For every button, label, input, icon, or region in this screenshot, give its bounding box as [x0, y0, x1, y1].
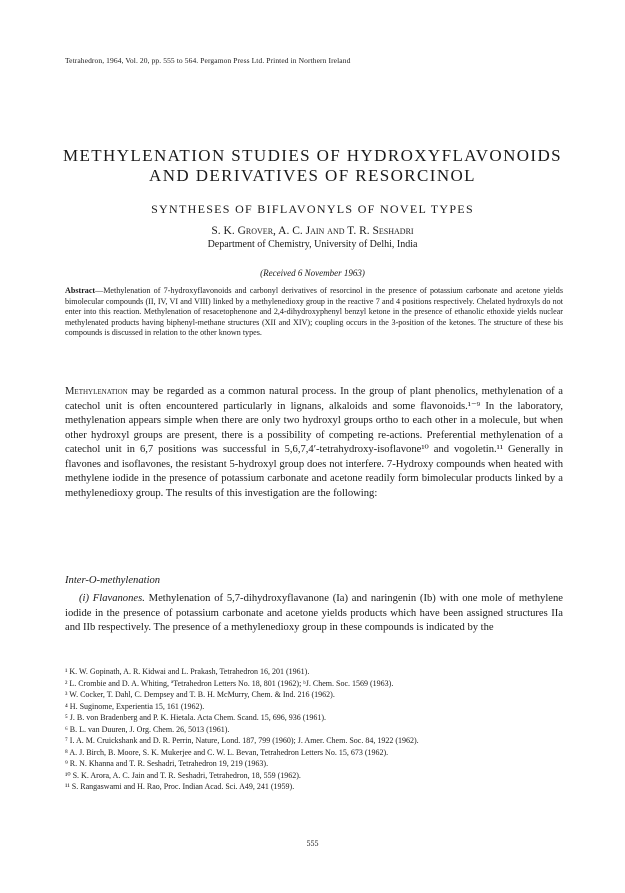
- reference-item: ⁸ A. J. Birch, B. Moore, S. K. Mukerjee and C. W. L. Bevan, Tetrahedron Letters No. 15, 673 (1962).: [65, 747, 389, 757]
- article-subtitle: SYNTHESES OF BIFLAVONYLS OF NOVEL TYPES: [151, 202, 474, 216]
- reference-item: ¹⁰ S. K. Arora, A. C. Jain and T. R. Seshadri, Tetrahedron, 18, 559 (1962).: [65, 770, 301, 780]
- intro-text: may be regarded as a common natural process. In the group of plant phenolics, methylenation of a catechol unit is often encountered particularly in lignans, alkaloids and some flavonoids.¹⁻⁹ In the laboratory, methylenation appears simple when there are only two hydroxyl groups ortho to each other in a molecule, but when other hydroxyl groups are present, there is a possibility of competing re-actions. Preferential methylenation of a catechol unit in 6,7 positions was successful in 5,6,7,4′-tetrahydroxy-isoflavone¹⁰ and vogoletin.¹¹ Generally in flavones and isoflavones, the resistant 5-hydroxyl group does not interfere. 7-Hydroxy compounds when heated with methylene iodide in the presence of potassium carbonate and acetone readily form bimolecular products linked by a methylenedioxy group. The results of this investigation are the following:: [65, 386, 563, 499]
- reference-item: ¹ K. W. Gopinath, A. R. Kidwai and L. Prakash, Tetrahedron 16, 201 (1961).: [65, 667, 310, 676]
- abstract-text: —Methylenation of 7-hydroxyflavonoids and carbonyl derivatives of resorcinol in the presence of potassium carbonate and acetone yields bimolecular compounds (II, IV, VI and VIII) linked by a methylenedioxy group in the reactive 7 and 4 positions respectively. Chelated hydroxyls do not enter into this reaction. Methylenation of resacetophenone and 2,4-dihydroxyphenyl benzyl ketone in the presence of ethanolic ethoxide yields nuclear methylenated products having biphenyl-methane structures (XII and XIV); coupling occurs in the 3-position of the ketones. The structure of these bis compounds is discussed in relation to the other known types.: [65, 286, 563, 338]
- section-heading: Inter-O-methylenation: [65, 575, 161, 586]
- reference-item: ⁴ H. Suginome, Experientia 15, 161 (1962).: [65, 701, 205, 711]
- received-date: (Received 6 November 1963): [260, 268, 365, 278]
- journal-citation-line: Tetrahedron, 1964, Vol. 20, pp. 555 to 564. Pergamon Press Ltd. Printed in Northern Ireland: [65, 56, 351, 65]
- reference-item: ⁶ B. L. van Duuren, J. Org. Chem. 26, 5013 (1961).: [65, 724, 230, 734]
- reference-item: ⁵ J. B. von Bradenberg and P. K. Hietala. Acta Chem. Scand. 15, 696, 936 (1961).: [65, 713, 327, 722]
- reference-item: ³ W. Cocker, T. Dahl, C. Dempsey and T. B. H. McMurry, Chem. & Ind. 216 (1962).: [65, 690, 335, 699]
- page-number: 555: [306, 839, 319, 848]
- reference-item: ² L. Crombie and D. A. Whiting, ªTetrahedron Letters No. 18, 801 (1962); ᵇJ. Chem. Soc. 1569 (1963).: [65, 678, 394, 688]
- author-list: S. K. Grover, A. C. Jain and T. R. Seshadri: [211, 225, 414, 237]
- section-item-text: Methylenation of 5,7-dihydroxyflavanone (Ia) and naringenin (Ib) with one mole of methylene iodide in the presence of potassium carbonate and acetone yields products which have been assigned structures IIa and IIb respectively. The presence of a methylenedioxy group in these compounds is indicated by the: [65, 593, 563, 633]
- reference-item: ⁷ I. A. M. Cruickshank and D. R. Perrin, Nature, Lond. 187, 799 (1960); J. Amer. Chem. Soc. 84, 1922 (1962).: [65, 736, 419, 745]
- section-paragraph: [65, 592, 563, 636]
- reference-item: ⁹ R. N. Khanna and T. R. Seshadri, Tetrahedron 19, 219 (1963).: [65, 759, 269, 768]
- article-title-line-1: METHYLENATION STUDIES OF HYDROXYFLAVONOIDS: [62, 146, 563, 165]
- article-title-line-2: AND DERIVATIVES OF RESORCINOL: [149, 166, 476, 185]
- author-affiliation: Department of Chemistry, University of Delhi, India: [207, 239, 418, 250]
- reference-list: [65, 666, 563, 793]
- section-item-label: (i) Flavanones.: [79, 593, 145, 604]
- abstract-label: Abstract: [65, 286, 96, 295]
- reference-item: ¹¹ S. Rangaswami and H. Rao, Proc. Indian Acad. Sci. A49, 241 (1959).: [65, 782, 295, 791]
- intro-lead-word: Methylenation: [65, 386, 128, 397]
- intro-paragraph: [65, 385, 563, 501]
- abstract: [65, 286, 563, 339]
